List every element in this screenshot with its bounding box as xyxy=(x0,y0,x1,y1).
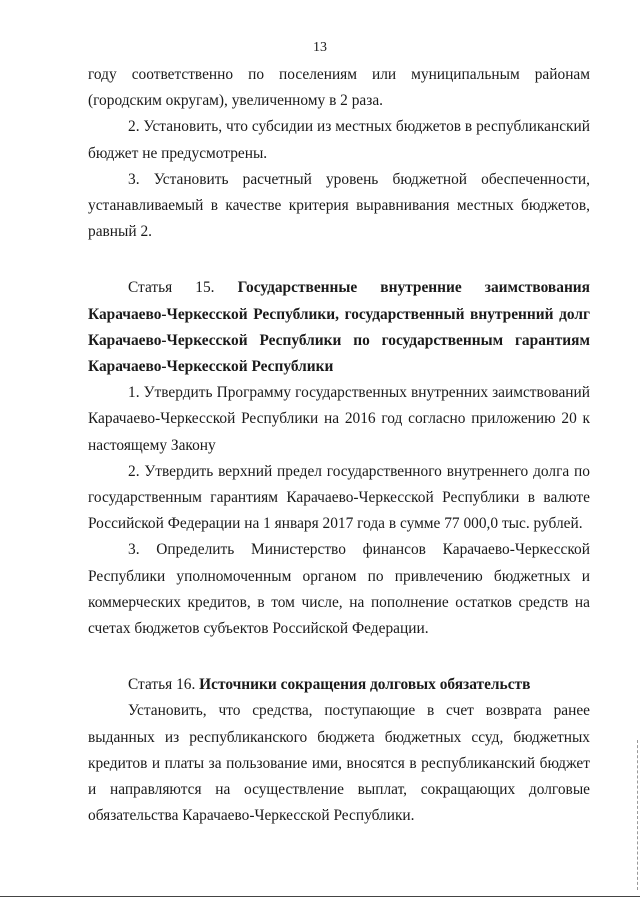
document-body xyxy=(88,62,590,829)
paragraph-continuation: году соответственно по поселениям или муниципальным районам (городским округам), увеличенному в 2 раза. xyxy=(88,66,590,110)
article-15-item-3: 3. Определить Министерство финансов Карачаево-Черкесской Республики уполномоченным органом по привлечению бюджетных и коммерческих кредитов, в том числе, на пополнение остатков средств на счетах бюджетов субъектов Российской Федерации. xyxy=(88,541,590,638)
page-number: 13 xyxy=(313,40,327,55)
article-15-item-1: 1. Утвердить Программу государственных внутренних заимствований Карачаево-Черкесской Республики на 2016 год согласно приложению 20 к настоящему Закону xyxy=(88,384,590,454)
spacer xyxy=(88,245,590,271)
spacer xyxy=(88,642,590,668)
article-15-item-2: 2. Утвердить верхний предел государственного внутреннего долга по государственным гарантиям Карачаево-Черкесской Республики в валюте Российской Федерации на 1 января 2017 года в сумме 77 000,0 тыс. рублей. xyxy=(88,462,590,533)
article-16-heading xyxy=(88,672,590,698)
article-15-prefix: Статья 15. xyxy=(128,279,238,297)
article-16-text: Установить, что средства, поступающие в счет возврата ранее выданных из республиканского бюджета бюджетных ссуд, бюджетных кредитов и платы за пользование ими, вносятся в республиканский бюджет и направляются на осуществление выплат, сокращающих долговые обязательства Карачаево-Черкесской Республики. xyxy=(88,702,590,825)
article-16-prefix: Статья 16. xyxy=(128,676,200,694)
scan-edge-marks xyxy=(636,740,638,890)
page-bottom-edge xyxy=(0,896,640,897)
paragraph-item-3: 3. Установить расчетный уровень бюджетной обеспеченности, устанавливаемый в качестве критерия выравнивания местных бюджетов, равный 2. xyxy=(88,170,590,241)
paragraph-item-2: 2. Установить, что субсидии из местных бюджетов в республиканский бюджет не предусмотрены. xyxy=(88,118,590,162)
article-16-title: Источники сокращения долговых обязательств xyxy=(199,676,531,694)
article-15-title: Государственные внутренние заимствования Карачаево-Черкесской Республики, государственный внутренний долг Карачаево-Черкесской Республики по государственным гарантиям Карачаево-Черкесской Республики xyxy=(88,279,591,376)
article-15-heading xyxy=(88,275,590,380)
